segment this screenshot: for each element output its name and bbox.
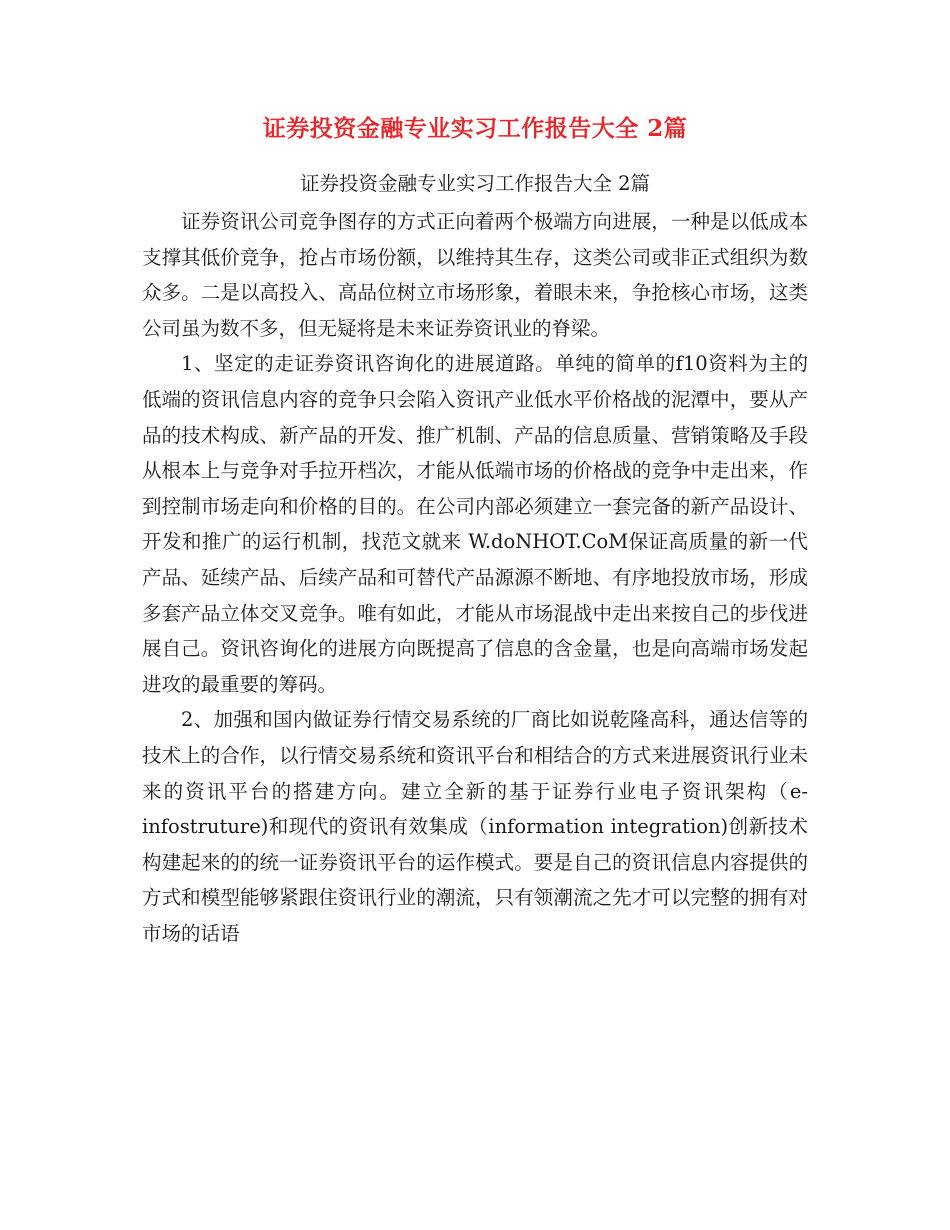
paragraph-point-1: 1、坚定的走证券资讯咨询化的进展道路。单纯的简单的f10资料为主的低端的资讯信息内容的竞争只会陷入资讯产业低水平价格战的泥潭中，要从产品的技术构成、新产品的开发、推广机制、产品的信息质量、营销策略及手段从根本上与竞争对手拉开档次，才能从低端市场的价格战的竞争中走出来，作到控制市场走向和价格的目的。在公司内部必须建立一套完备的新产品设计、开发和推广的运行机制，找范文就来 W.doNHOT.CoM保证高质量的新一代产品、延续产品、后续产品和可替代产品源源不断地、有序地投放市场，形成多套产品立体交叉竞争。唯有如此，才能从市场混战中走出来按自己的步伐进展自己。资讯咨询化的进展方向既提高了信息的含金量，也是向高端市场发起进攻的最重要的筹码。 — [142, 352, 808, 696]
document-subtitle: 证券投资金融专业实习工作报告大全 2篇 — [299, 172, 651, 195]
document-title: 证券投资金融专业实习工作报告大全 2篇 — [262, 115, 688, 142]
paragraph-intro: 证券资讯公司竞争图存的方式正向着两个极端方向进展，一种是以低成本支撑其低价竞争，抢占市场份额，以维持其生存，这类公司或非正式组织为数众多。二是以高投入、高品位树立市场形象，着眼未来，争抢核心市场，这类公司虽为数不多，但无疑将是未来证券资讯业的脊梁。 — [142, 210, 808, 340]
paragraph-point-2: 2、加强和国内做证券行情交易系统的厂商比如说乾隆高科，通达信等的技术上的合作，以行情交易系统和资讯平台和相结合的方式来进展资讯行业未来的资讯平台的搭建方向。建立全新的基于证券行业电子资讯架构（e-infostruture)和现代的资讯有效集成（information integration)创新技术构建起来的的统一证券资讯平台的运作模式。要是自己的资讯信息内容提供的方式和模型能够紧跟住资讯行业的潮流，只有领潮流之先才可以完整的拥有对市场的话语 — [142, 708, 808, 945]
document-body — [142, 204, 808, 951]
